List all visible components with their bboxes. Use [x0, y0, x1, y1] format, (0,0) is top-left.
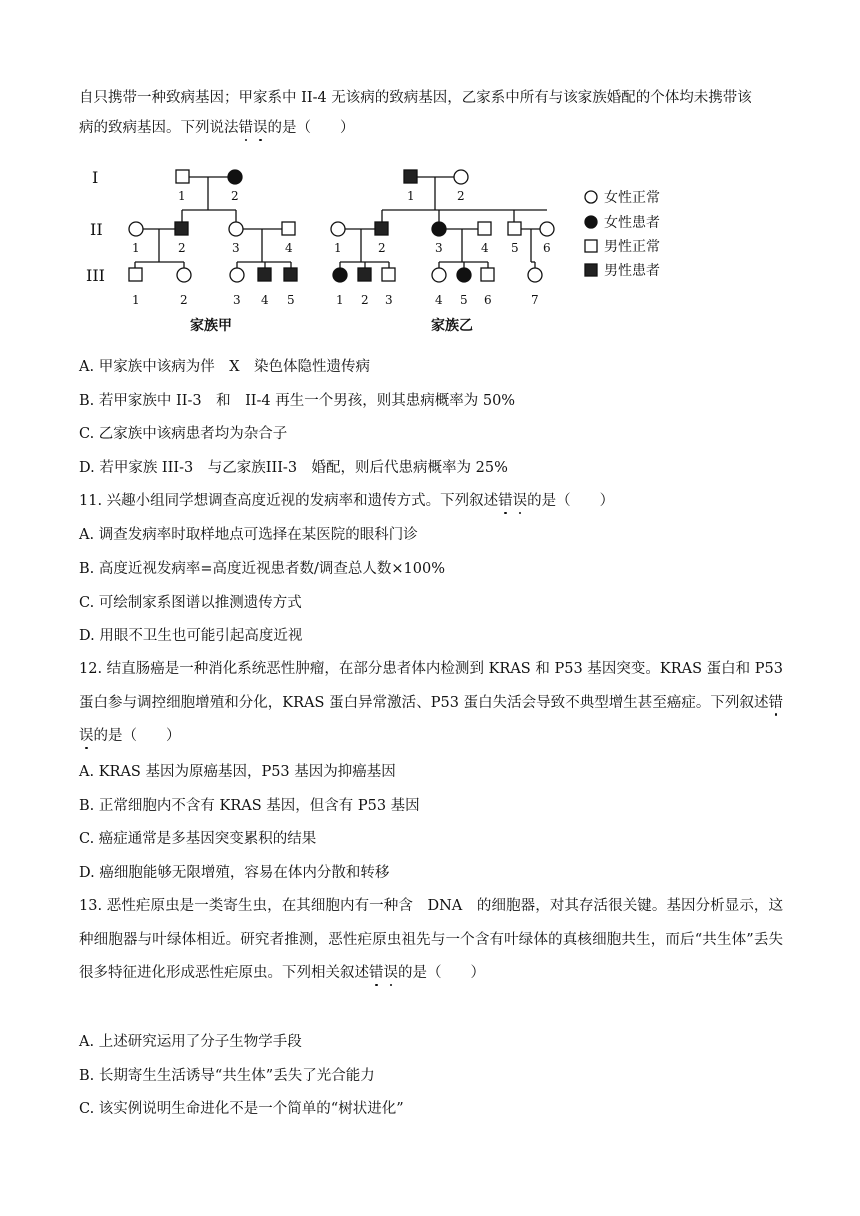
individual-label: 1 — [178, 189, 186, 203]
q12-option-a: A. KRAS 基因为原癌基因，P53 基因为抑癌基因 — [79, 764, 396, 780]
emphasis-char: 误 — [512, 493, 528, 509]
individual-label: 3 — [385, 293, 393, 307]
female-normal-symbol — [177, 268, 191, 282]
legend-label: 女性正常 — [604, 190, 660, 206]
female-affected-symbol — [333, 268, 347, 282]
individual-label: 2 — [231, 189, 239, 203]
individual-label: 4 — [481, 241, 489, 255]
emphasis-char: 错 — [768, 694, 783, 711]
q10-option-b: B. 若甲家族中 II-3 和 II-4 再生一个男孩，则其患病概率为 50% — [79, 393, 516, 409]
legend-female-affected-icon — [585, 216, 597, 228]
q13-option-c: C. 该实例说明生命进化不是一个简单的“树状进化” — [79, 1101, 404, 1117]
emphasis-char: 错 — [498, 493, 513, 509]
q11-stem — [79, 491, 614, 511]
emphasis-char: 错 — [369, 965, 384, 981]
female-normal-symbol — [230, 268, 244, 282]
individual-label: 1 — [132, 241, 140, 255]
individual-label: 6 — [543, 241, 551, 255]
q10-option-c: C. 乙家族中该病患者均为杂合子 — [79, 426, 288, 442]
male-affected-symbol — [358, 268, 371, 281]
female-normal-symbol — [432, 268, 446, 282]
individual-label: 2 — [378, 241, 386, 255]
q12-stem-text: 的是（ ） — [93, 728, 181, 744]
male-normal-symbol — [508, 222, 521, 235]
legend-male-affected-icon — [585, 264, 597, 276]
q12-stem-text: 12. 结直肠癌是一种消化系统恶性肿瘤，在部分患者体内检测到 KRAS 和 P53 基因突变。KRAS 蛋白和 P53 蛋白参与调控细胞增殖和分化，KRAS 蛋白异常激活、P53 蛋白失活会导致不典型增生甚至癌症。下列叙述 — [79, 661, 783, 711]
generation-label: I — [92, 168, 99, 187]
q11-option-d: D. 用眼不卫生也可能引起高度近视 — [79, 628, 303, 644]
generation-label: II — [90, 220, 103, 239]
q11-stem-text: 11. 兴趣小组同学想调查高度近视的发病率和遗传方式。下列叙述 — [79, 493, 499, 509]
generation-label: III — [86, 266, 105, 285]
male-affected-symbol — [375, 222, 388, 235]
family-b-caption: 家族乙 — [431, 318, 473, 334]
female-normal-symbol — [528, 268, 542, 282]
q12-option-c: C. 癌症通常是多基因突变累积的结果 — [79, 831, 317, 847]
emphasis-char: 误 — [253, 120, 268, 136]
individual-label: 3 — [233, 293, 241, 307]
legend — [585, 189, 660, 279]
female-normal-symbol — [454, 170, 468, 184]
q11-option-a: A. 调查发病率时取样地点可选择在某医院的眼科门诊 — [79, 527, 418, 543]
individual-label: 5 — [287, 293, 295, 307]
female-normal-symbol — [129, 222, 143, 236]
individual-label: 4 — [261, 293, 269, 307]
intro-line-1: 自只携带一种致病基因；甲家系中 II-4 无该病的致病基因，乙家系中所有与该家族婚配的个体均未携带该 — [79, 90, 752, 106]
legend-label: 女性患者 — [604, 215, 660, 231]
male-normal-symbol — [478, 222, 491, 235]
individual-label: 6 — [484, 293, 492, 307]
intro-text: 的是（ ） — [267, 120, 355, 136]
q12-stem — [79, 653, 783, 754]
family-a-caption: 家族甲 — [190, 318, 232, 334]
individual-label: 2 — [180, 293, 188, 307]
female-affected-symbol — [228, 170, 242, 184]
q13-stem-text: 13. 恶性疟原虫是一类寄生虫，在其细胞内有一种含 DNA 的细胞器，对其存活很关键。基因分析显示，这种细胞器与叶绿体相近。研究者推测，恶性疟原虫祖先与一个含有叶绿体的真核细胞共生，而后“共生体”丢失很多特征进化形成恶性疟原虫。下列相关叙述 — [79, 898, 783, 981]
male-normal-symbol — [129, 268, 142, 281]
female-affected-symbol — [457, 268, 471, 282]
male-normal-symbol — [282, 222, 295, 235]
q13-stem-text: 的是（ ） — [398, 965, 485, 981]
legend-label: 男性正常 — [604, 239, 660, 255]
individual-label: 5 — [460, 293, 468, 307]
intro-text: 病的致病基因。下列说法 — [79, 120, 239, 136]
legend-label: 男性患者 — [604, 263, 660, 279]
individual-label: 7 — [531, 293, 539, 307]
q13-stem — [79, 890, 783, 991]
individual-label: 3 — [232, 241, 240, 255]
male-affected-symbol — [284, 268, 297, 281]
q12-option-d: D. 癌细胞能够无限增殖，容易在体内分散和转移 — [79, 865, 390, 881]
legend-female-normal-icon — [585, 191, 597, 203]
individual-label: 4 — [435, 293, 443, 307]
q13-option-b: B. 长期寄生生活诱导“共生体”丢失了光合能力 — [79, 1068, 375, 1084]
legend-male-normal-icon — [585, 240, 597, 252]
individual-label: 1 — [336, 293, 344, 307]
emphasis-char: 错 — [238, 120, 253, 136]
emphasis-char: 误 — [79, 728, 94, 744]
q12-option-b: B. 正常细胞内不含有 KRAS 基因，但含有 P53 基因 — [79, 798, 420, 814]
q11-stem-text: 的是（ ） — [527, 493, 615, 509]
individual-label: 5 — [511, 241, 519, 255]
individual-label: 3 — [435, 241, 443, 255]
individual-label: 4 — [285, 241, 293, 255]
emphasis-char: 误 — [383, 965, 398, 981]
individual-label: 2 — [361, 293, 369, 307]
male-affected-symbol — [258, 268, 271, 281]
female-normal-symbol — [540, 222, 554, 236]
female-normal-symbol — [229, 222, 243, 236]
q11-option-c: C. 可绘制家系图谱以推测遗传方式 — [79, 595, 302, 611]
male-normal-symbol — [382, 268, 395, 281]
male-affected-symbol — [175, 222, 188, 235]
q10-option-a: A. 甲家族中该病为伴 X 染色体隐性遗传病 — [79, 359, 371, 375]
individual-label: 1 — [334, 241, 342, 255]
individual-label: 2 — [178, 241, 186, 255]
individual-label: 1 — [132, 293, 140, 307]
q13-option-a: A. 上述研究运用了分子生物学手段 — [79, 1034, 302, 1050]
female-normal-symbol — [331, 222, 345, 236]
female-affected-symbol — [432, 222, 446, 236]
individual-label: 1 — [407, 189, 415, 203]
intro-line-2 — [79, 118, 355, 138]
male-affected-symbol — [404, 170, 417, 183]
q11-option-b: B. 高度近视发病率=高度近视患者数/调查总人数×100% — [79, 561, 446, 577]
male-normal-symbol — [176, 170, 189, 183]
q10-option-d: D. 若甲家族 III-3 与乙家族III-3 婚配，则后代患病概率为 25% — [79, 460, 508, 476]
pedigree-chart — [80, 152, 700, 342]
individual-label: 2 — [457, 189, 465, 203]
male-normal-symbol — [481, 268, 494, 281]
